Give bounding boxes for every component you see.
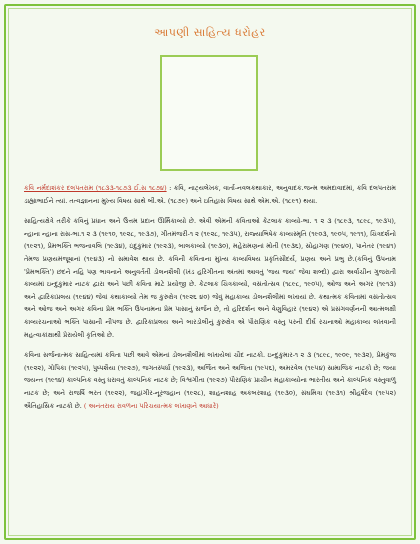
drama-text: કવિના સર્જનાત્મક સાહિત્યમાં કવિતા પછી આવે એમનાં ડોલનશૈલીમાં લખાયેલાં ચૌદ નાટકો. ઇન્દુકુમાર-૧ ૨ ૩ (૧૮૯૮, ૧૯૦૯, ૧૯૩૨), પ્રેમકુંજ (૧૯૨૨), ગોપિકા (૧૯૨૫), પુષ્પશૈયા (૧૯૨૭), જગતસ્પર્ધા (૧૯૨૩), અર્જિત અને અજિતા (૧૯૫૬), અમરવેલ (૧૯૫૪) સામાજિક નાટકો છે; જયા જયન્ત (૧૯૧૪) કાલ્પનિક વસ્તુ ધરાવતું કાલ્પનિક નાટક છે; વિશ્વગીતા (૧૯૨૭) પૌરાણિક પ્રાચીન મહાકાવ્યોના ભારતીય અને કાલ્પનિક વસ્તુવાળું નાટક છે; અને રાજર્ષિ ભરત (૧૯૨૨), જહાંગીર-નૂરજહાન (૧૯૨૮), શાહનશાહ અકબરશાહ (૧૯૩૦), સંઘમિત્રા (૧૯૩૧) શ્રીહર્ષદેવ (૧૯૫૨) ઐતિહાસિક નાટકો છે. — [24, 351, 396, 410]
page-heading: આપણી સાહિત્ય ધરોહર — [154, 26, 266, 39]
portrait-frame — [160, 55, 258, 171]
poetry-text: સાહિત્યક્ષેત્રે તરીકે કવિનું પ્રધાન અને ઉત્તમ પ્રદાન ઊર્મિકાવ્યો છે. એવી એમની કવિતાઓ કેટલાક કાવ્યો-ભા. ૧ ૨ ૩ (૧૮૯૩, ૧૮૯૮, ૧૯૩૫), ન્હાના ન્હાના રાસ-ભા.૧ ૨ ૩ (૧૯૧૦, ૧૯૨૮, ૧૯૩૭), ગીતમંજરી-૧ ૨ (૧૯૨૮, ૧૯૩૫), રાજ્યાભિષેક કાવ્યસ્મૃતિ (૧૯૦૩, ૧૯૦૫, ૧૯૧૧), ચિત્રદર્શનો (૧૯૨૧), પ્રેમભક્તિ ભજનાવલિ (૧૯૩૪), ઇંદુકુમાર (૧૯૨૩), બાલકાવ્યો (૧૯૩૦), મહેરામણનાં મોતી (૧૯૩૬), સોહાગણ (૧૯૪૦), પાનેતર (૧૯૪૧) તેમજ પ્રણયમંજૂષાનાં (૧૯૪૩) નો સમાવેશ થાય છે. કવિની કવિતાના મુખ્ય કાવ્યવિષય પ્રકૃતિસૌંદર્ય, પ્રણય અને પ્રભુ છે.(કવિનું ઉપનામ 'પ્રેમભક્તિ') છંદને નહિ પણ ભાવનાને અનુવર્તતી ડોલનશૈલી (ખંડ હરિગીતના અંતમાં આવતું 'જય જય' જેવા શબ્દો) દ્વારા અર્વાચીન ગુજરાતી કાવ્યમાં ઇન્દુકુમાર નાટક દ્વારા અને પછી કવિતા માટે પ્રયોજી છે. કેટલાક ચિત્રકાવ્યો, વસંતોત્સવ (૧૮૯૮, ૧૯૦૫), ઓજ અને અગર (૧૯૧૩) અને દ્વારિકાપ્રલય (૧૯૪૪) જેવાં કથાકાવ્યો તેમ જ કુરુક્ષેત્ર (૧૯૨૬ ૪૦) જેવું મહાકાવ્ય ડોલનશૈલીમાં લખાયાં છે. કથાત્મક કવિતામાં વસંતોત્સવ અને ઓજ અને અગર કવિના પ્રેમ ભક્તિ ઉપનામના પ્રેમ પાસાનું સર્જન છે, તો હરિદર્શન અને વેણુવિહાર (૧૯૪૨) એ પ્રસંગવર્ણનની આત્મલક્ષી કાવ્યરચનાઓ ભક્તિ પાસાની નીપજ છે. દ્વારિકાપ્રલય અને બારડોલીનું કુરુક્ષેત્ર એ પૌરાણિક વસ્તુ પરની દીર્ઘ રચનાઓ મહાકાવ્ય લખવાની મહત્વાકાંક્ષાથી પ્રેરાયેલી કૃતિઓ છે. — [24, 217, 396, 339]
intro-paragraph — [24, 182, 396, 207]
poetry-paragraph — [24, 215, 396, 341]
source-credit: ( અનંતરાય રાવળના પરિચયાત્મક લખાણને આધારે) — [83, 401, 219, 410]
intro-text: : કવિ, નાટ્યલેખક, વાર્તા-નવલકથાકાર, અનુવાદક.જન્મ અમદાવાદમાં, કવિ દલપતરામ ડાહ્યાભાઈને ત્યાં. તત્વજ્ઞાનના મુખ્ય વિષય સાથે બી.એ. (૧૮૭૯) અને ઇતિહાસ વિષય સાથે એમ.એ. (૧૮૯૧) થયા. — [24, 184, 396, 205]
author-name-link[interactable]: કવિ નર્મદાશંકર દલપતરામ (૧૮૩૩-૧૮૭૩ ઈ.સ ૧૮૭૪) — [24, 184, 167, 192]
biography-text — [24, 182, 396, 420]
drama-paragraph — [24, 349, 396, 412]
